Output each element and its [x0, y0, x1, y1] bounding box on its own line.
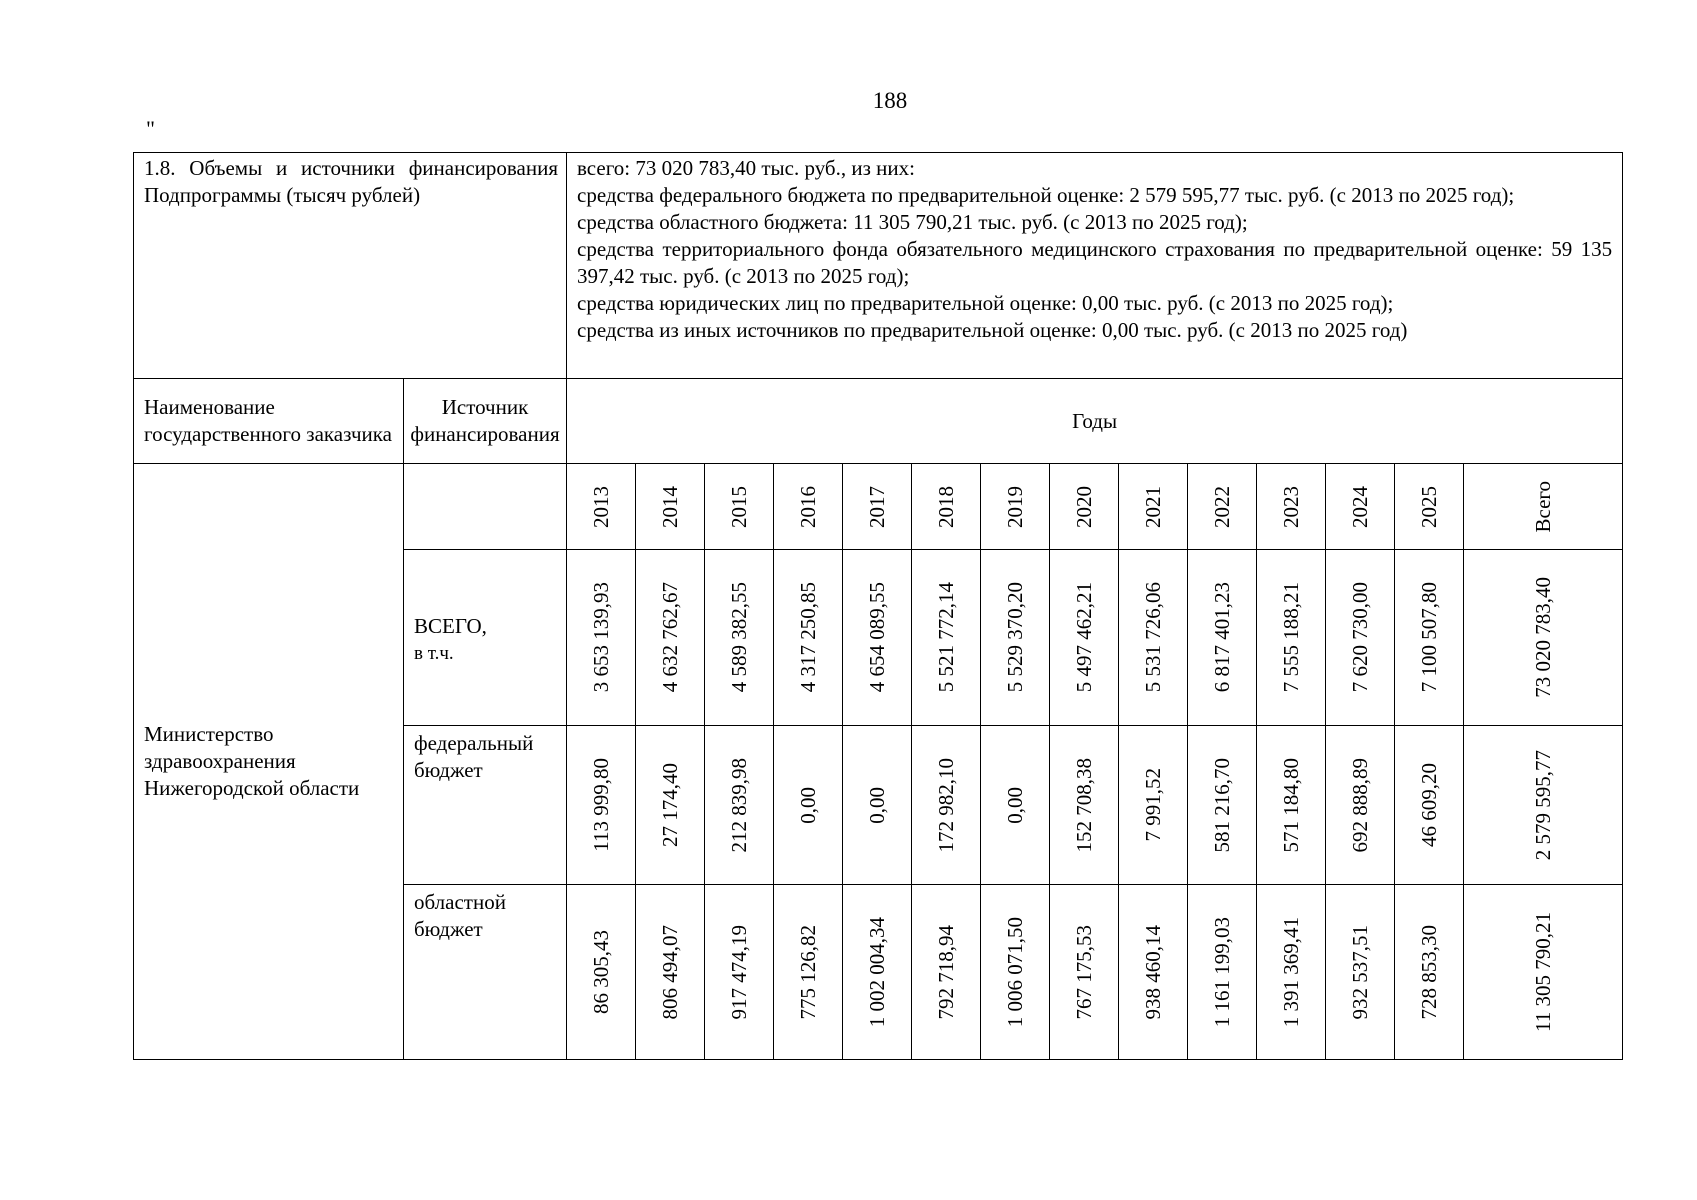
source-federal: федеральный бюджет: [404, 726, 567, 885]
regional-2022: 1 161 199,03: [1188, 885, 1257, 1060]
header-source: Источник финансирования: [404, 379, 567, 464]
year-header-2017: 2017: [843, 464, 912, 550]
regional-2014: 806 494,07: [636, 885, 705, 1060]
year-header-2019: 2019: [981, 464, 1050, 550]
regional-2016: 775 126,82: [774, 885, 843, 1060]
summary-line-total: всего: 73 020 783,40 тыс. руб., из них:: [577, 156, 915, 180]
summary-line-legal-entities: средства юридических лиц по предварительной оценке: 0,00 тыс. руб. (с 2013 по 2025 год);: [577, 291, 1394, 315]
regional-2017: 1 002 004,34: [843, 885, 912, 1060]
federal-2017: 0,00: [843, 726, 912, 885]
federal-2022: 581 216,70: [1188, 726, 1257, 885]
source-total-main: ВСЕГО,: [414, 613, 487, 638]
total-2025: 7 100 507,80: [1395, 550, 1464, 726]
total-2020: 5 497 462,21: [1050, 550, 1119, 726]
year-header-2014: 2014: [636, 464, 705, 550]
total-2019: 5 529 370,20: [981, 550, 1050, 726]
header-customer: Наименование государственного заказчика: [134, 379, 404, 464]
header-years: Годы: [567, 379, 1623, 464]
customer-name: Министерство здравоохранения Нижегородской области: [134, 464, 404, 1060]
total-2013: 3 653 139,93: [567, 550, 636, 726]
federal-2021: 7 991,52: [1119, 726, 1188, 885]
source-total-sub: в т.ч.: [414, 642, 454, 664]
summary-line-regional: средства областного бюджета: 11 305 790,21 тыс. руб. (с 2013 по 2025 год);: [577, 210, 1248, 234]
federal-2025: 46 609,20: [1395, 726, 1464, 885]
total-2017: 4 654 089,55: [843, 550, 912, 726]
regional-2021: 938 460,14: [1119, 885, 1188, 1060]
regional-2019: 1 006 071,50: [981, 885, 1050, 1060]
section-summary-cell: [567, 153, 1623, 379]
federal-2019: 0,00: [981, 726, 1050, 885]
total-2023: 7 555 188,21: [1257, 550, 1326, 726]
year-header-2025: 2025: [1395, 464, 1464, 550]
total-2018: 5 521 772,14: [912, 550, 981, 726]
federal-2018: 172 982,10: [912, 726, 981, 885]
year-header-2022: 2022: [1188, 464, 1257, 550]
federal-2023: 571 184,80: [1257, 726, 1326, 885]
federal-2024: 692 888,89: [1326, 726, 1395, 885]
year-header-2015: 2015: [705, 464, 774, 550]
year-header-2024: 2024: [1326, 464, 1395, 550]
summary-line-federal: средства федерального бюджета по предварительной оценке: 2 579 595,77 тыс. руб. (с 2013 по 2025 год);: [577, 183, 1515, 207]
section-label-cell: [134, 153, 567, 379]
regional-2024: 932 537,51: [1326, 885, 1395, 1060]
financing-table: [133, 152, 1623, 1060]
total-2021: 5 531 726,06: [1119, 550, 1188, 726]
regional-2015: 917 474,19: [705, 885, 774, 1060]
total-2015: 4 589 382,55: [705, 550, 774, 726]
total-2022: 6 817 401,23: [1188, 550, 1257, 726]
federal-2020: 152 708,38: [1050, 726, 1119, 885]
regional-2020: 767 175,53: [1050, 885, 1119, 1060]
source-regional: областной бюджет: [404, 885, 567, 1060]
year-header-2018: 2018: [912, 464, 981, 550]
summary-line-oms-fund: средства территориального фонда обязательного медицинского страхования по предварительной оценке: 59 135 397,42 тыс. руб. (с 2013 по 2025 год);: [577, 237, 1613, 288]
regional-2023: 1 391 369,41: [1257, 885, 1326, 1060]
total-all: 73 020 783,40: [1464, 550, 1623, 726]
year-header-total: Всего: [1464, 464, 1623, 550]
regional-total: 11 305 790,21: [1464, 885, 1623, 1060]
quote-mark: ": [146, 116, 155, 141]
regional-2025: 728 853,30: [1395, 885, 1464, 1060]
federal-2013: 113 999,80: [567, 726, 636, 885]
federal-2016: 0,00: [774, 726, 843, 885]
regional-2013: 86 305,43: [567, 885, 636, 1060]
federal-2014: 27 174,40: [636, 726, 705, 885]
page-number: 188: [872, 88, 908, 113]
year-header-2013: 2013: [567, 464, 636, 550]
year-header-2023: 2023: [1257, 464, 1326, 550]
year-header-2021: 2021: [1119, 464, 1188, 550]
federal-2015: 212 839,98: [705, 726, 774, 885]
year-header-blank: [404, 464, 567, 550]
summary-line-other-sources: средства из иных источников по предварительной оценке: 0,00 тыс. руб. (с 2013 по 2025 год): [577, 318, 1408, 342]
federal-total: 2 579 595,77: [1464, 726, 1623, 885]
year-header-2020: 2020: [1050, 464, 1119, 550]
total-2024: 7 620 730,00: [1326, 550, 1395, 726]
regional-2018: 792 718,94: [912, 885, 981, 1060]
total-2016: 4 317 250,85: [774, 550, 843, 726]
year-header-2016: 2016: [774, 464, 843, 550]
source-total: [404, 550, 567, 726]
section-label: 1.8. Объемы и источники финансирования Подпрограммы (тысяч рублей): [144, 156, 558, 207]
total-2014: 4 632 762,67: [636, 550, 705, 726]
